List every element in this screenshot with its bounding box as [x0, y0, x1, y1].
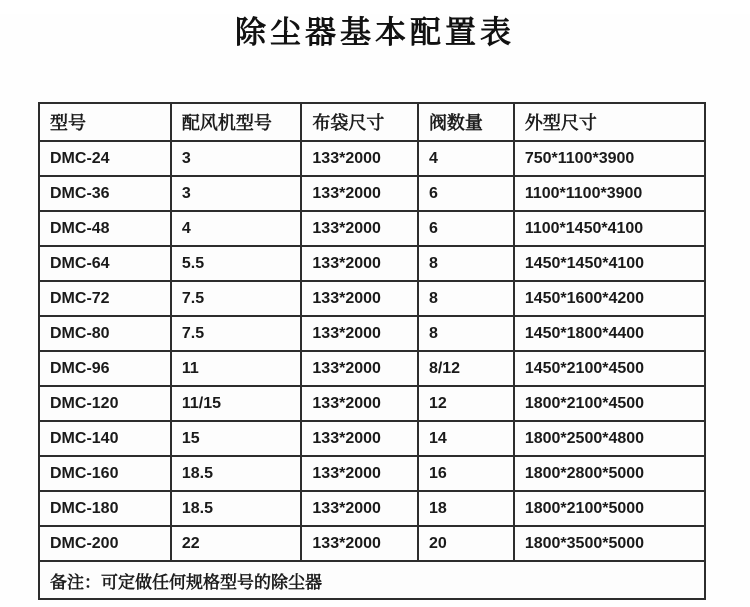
column-header-fan-model: 配风机型号: [171, 103, 302, 141]
table-cell: DMC-160: [39, 456, 171, 491]
table-cell: 22: [171, 526, 302, 561]
table-cell: 1800*2800*5000: [514, 456, 705, 491]
table-cell: 6: [418, 211, 514, 246]
table-cell: 1450*1800*4400: [514, 316, 705, 351]
header-row: [39, 103, 705, 141]
table-cell: 20: [418, 526, 514, 561]
table-cell: 8: [418, 246, 514, 281]
table-cell: 11: [171, 351, 302, 386]
table-cell: 1450*2100*4500: [514, 351, 705, 386]
table-cell: 133*2000: [301, 421, 418, 456]
table-row: [39, 316, 705, 351]
table-cell: 1100*1100*3900: [514, 176, 705, 211]
table-cell: 18.5: [171, 456, 302, 491]
table-row: [39, 386, 705, 421]
table-row: [39, 421, 705, 456]
table-cell: 7.5: [171, 281, 302, 316]
table-cell: 8/12: [418, 351, 514, 386]
table-cell: 7.5: [171, 316, 302, 351]
table-cell: 18: [418, 491, 514, 526]
table-cell: DMC-80: [39, 316, 171, 351]
footnote-row: [39, 561, 705, 599]
column-header-valve-qty: 阀数量: [418, 103, 514, 141]
table-row: [39, 526, 705, 561]
table-cell: 1800*2100*5000: [514, 491, 705, 526]
table-cell: 1800*2100*4500: [514, 386, 705, 421]
table-cell: 1800*3500*5000: [514, 526, 705, 561]
table-header: [39, 103, 705, 141]
table-cell: DMC-96: [39, 351, 171, 386]
config-table: [38, 102, 706, 600]
table-cell: 133*2000: [301, 526, 418, 561]
table-cell: DMC-72: [39, 281, 171, 316]
table-cell: 133*2000: [301, 281, 418, 316]
table-cell: DMC-140: [39, 421, 171, 456]
page-title: 除尘器基本配置表: [235, 15, 515, 50]
table-row: [39, 351, 705, 386]
table-row: [39, 281, 705, 316]
table-cell: 133*2000: [301, 176, 418, 211]
table-cell: 12: [418, 386, 514, 421]
table-footnote: 备注：可定做任何规格型号的除尘器: [39, 561, 705, 599]
table-row: [39, 176, 705, 211]
table-cell: DMC-200: [39, 526, 171, 561]
table-cell: 750*1100*3900: [514, 141, 705, 176]
table-cell: 8: [418, 316, 514, 351]
table-cell: 133*2000: [301, 491, 418, 526]
table-cell: 14: [418, 421, 514, 456]
table-cell: 18.5: [171, 491, 302, 526]
table-cell: DMC-180: [39, 491, 171, 526]
table-cell: 11/15: [171, 386, 302, 421]
table-cell: 3: [171, 176, 302, 211]
table-cell: 5.5: [171, 246, 302, 281]
table-row: [39, 211, 705, 246]
table-cell: DMC-64: [39, 246, 171, 281]
table-cell: 8: [418, 281, 514, 316]
table-cell: 4: [171, 211, 302, 246]
table-cell: 16: [418, 456, 514, 491]
column-header-bag-size: 布袋尺寸: [301, 103, 418, 141]
table-cell: DMC-36: [39, 176, 171, 211]
table-row: [39, 246, 705, 281]
table-cell: 133*2000: [301, 211, 418, 246]
column-header-dimensions: 外型尺寸: [514, 103, 705, 141]
table-cell: 133*2000: [301, 456, 418, 491]
table-cell: 3: [171, 141, 302, 176]
table-row: [39, 456, 705, 491]
table-cell: 1450*1450*4100: [514, 246, 705, 281]
table-row: [39, 141, 705, 176]
table-cell: 15: [171, 421, 302, 456]
table-cell: DMC-24: [39, 141, 171, 176]
table-cell: 4: [418, 141, 514, 176]
table-cell: 133*2000: [301, 141, 418, 176]
table-cell: 1450*1600*4200: [514, 281, 705, 316]
table-cell: 133*2000: [301, 246, 418, 281]
table-cell: DMC-120: [39, 386, 171, 421]
table-body: [39, 141, 705, 561]
table-cell: DMC-48: [39, 211, 171, 246]
document-page: [0, 14, 750, 607]
table-cell: 1100*1450*4100: [514, 211, 705, 246]
table-cell: 133*2000: [301, 316, 418, 351]
table-footer: [39, 561, 705, 599]
column-header-model: 型号: [39, 103, 171, 141]
table-cell: 6: [418, 176, 514, 211]
table-cell: 133*2000: [301, 351, 418, 386]
table-cell: 1800*2500*4800: [514, 421, 705, 456]
table-row: [39, 491, 705, 526]
table-cell: 133*2000: [301, 386, 418, 421]
